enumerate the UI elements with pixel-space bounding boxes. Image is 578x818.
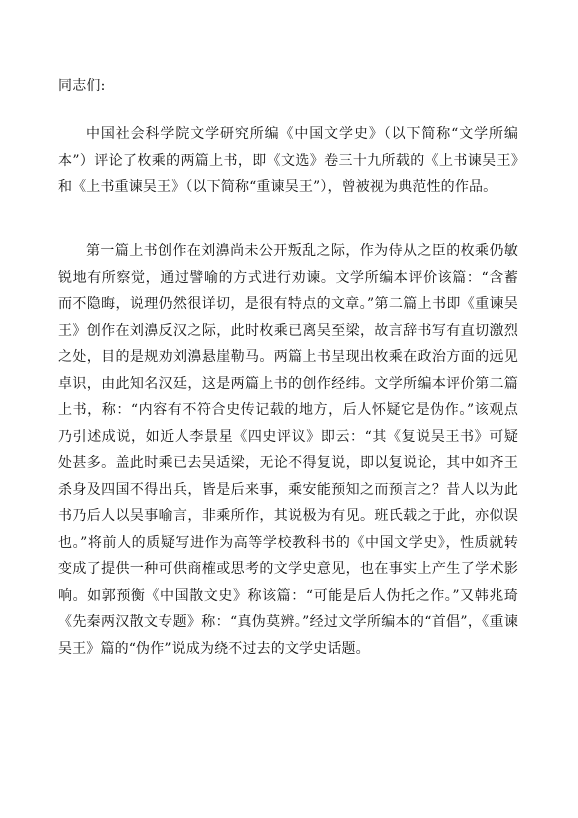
salutation: 同志们: <box>58 78 106 94</box>
paragraph-body: 第一篇上书创作在刘濞尚未公开叛乱之际，作为侍从之臣的枚乘仍敏锐地有所察觉，通过譬喻的方式进行劝谏。文学所编本评价该篇：“含蓄而不隐晦，说理仍然很详切，是很有特点的文章。”第二篇上书即《重谏吴王》创作在刘濞反汉之际，此时枚乘已离吴至梁，故言辞书写有直切激烈之处，目的是规劝刘濞悬崖勒马。两篇上书呈现出枚乘在政治方面的远见卓识，由此知名汉廷，这是两篇上书的创作经纬。文学所编本评价第二篇上书，称：“内容有不符合史传记载的地方，后人怀疑它是伪作。”该观点乃引述成说，如近人李景星《四史评议》即云：“其《复说吴王书》可疑处甚多。盖此时乘已去吴适梁，无论不得复说，即以复说论，其中如齐王杀身及四国不得出兵，皆是后来事，乘安能预知之而预言之？昔人以为此书乃后人以吴事喻言，非乘所作，其说极为有见。班氏载之于此，亦似误也。”将前人的质疑写进作为高等学校教科书的《中国文学史》，性质就转变成了提供一种可供商榷或思考的文学史意见，也在事实上产生了学术影响。如郭预衡《中国散文史》称该篇：“可能是后人伪托之作。”又韩兆琦《先秦两汉散文专题》称：“真伪莫辨。”经过文学所编本的“首倡”，《重谏吴王》篇的“伪作”说成为绕不过去的文学史话题。 <box>58 243 518 657</box>
paragraph-intro: 中国社会科学院文学研究所编《中国文学史》（以下简称“文学所编本”）评论了枚乘的两篇上书，即《文选》卷三十九所载的《上书谏吴王》和《上书重谏吴王》（以下简称“重谏吴王”），曾被视为典范性的作品。 <box>58 126 518 195</box>
